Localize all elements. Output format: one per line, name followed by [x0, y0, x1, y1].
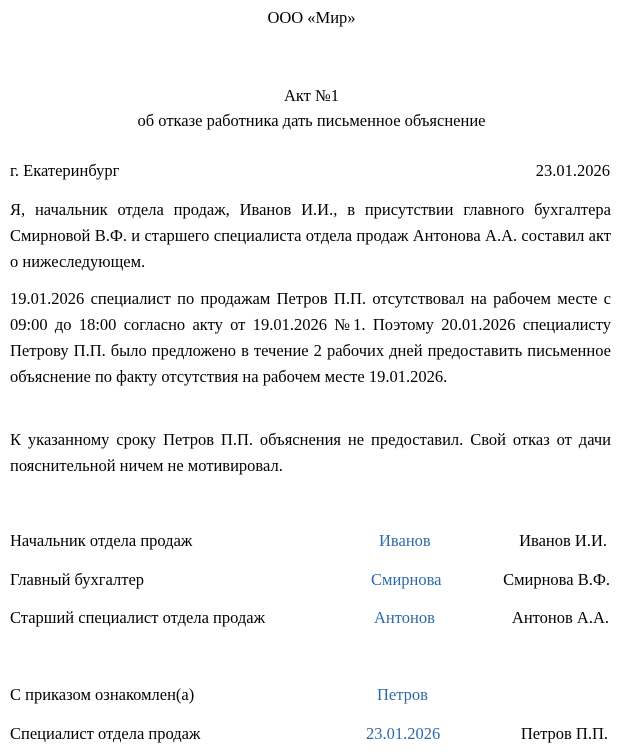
place: г. Екатеринбург	[10, 161, 120, 180]
signatory-name: Антонов А.А.	[511, 608, 609, 627]
acknowledgement-signature: Петров	[377, 685, 428, 704]
signatory-position: Старший специалист отдела продаж	[10, 608, 265, 627]
signatory-signature: Смирнова	[371, 570, 442, 589]
signatory-name: Иванов И.И.	[519, 531, 607, 550]
signatory-position: Начальник отдела продаж	[10, 531, 193, 550]
signatory-signature: Антонов	[374, 608, 435, 627]
act-title: Акт №1	[283, 86, 340, 105]
signatory-name: Смирнова В.Ф.	[503, 570, 610, 589]
acknowledgement-date: 23.01.2026	[366, 724, 441, 743]
acknowledgement-label: С приказом ознакомлен(а)	[10, 685, 195, 704]
signatory-signature: Иванов	[379, 531, 431, 550]
acknowledgement-position: Специалист отдела продаж	[10, 724, 201, 743]
organization-name: ООО «Мир»	[267, 8, 356, 27]
signatory-position: Главный бухгалтер	[10, 570, 145, 589]
act-subtitle: об отказе работника дать письменное объяснение	[137, 111, 486, 130]
paragraph-1: Я, начальник отдела продаж, Иванов И.И., в присутствии главного бухгалтера Смирновой В.Ф. и старшего специалиста отдела продаж Антонова А.А. составил акт о нижеследующем.	[10, 200, 611, 271]
acknowledgement-name: Петров П.П.	[520, 724, 608, 743]
paragraph-2: 19.01.2026 специалист по продажам Петров П.П. отсутствовал на рабочем месте с 09:00 до 18:00 согласно акту от 19.01.2026 №1. Поэтому 20.01.2026 специалисту Петрову П.П. было предложено в течение 2 рабочих дней предоставить письменное объяснение по факту отсутствия на рабочем месте 19.01.2026.	[10, 289, 611, 386]
paragraph-3: К указанному сроку Петров П.П. объяснения не предоставил. Свой отказ от дачи пояснительной ничем не мотивировал.	[10, 430, 611, 475]
act-date: 23.01.2026	[535, 161, 610, 180]
